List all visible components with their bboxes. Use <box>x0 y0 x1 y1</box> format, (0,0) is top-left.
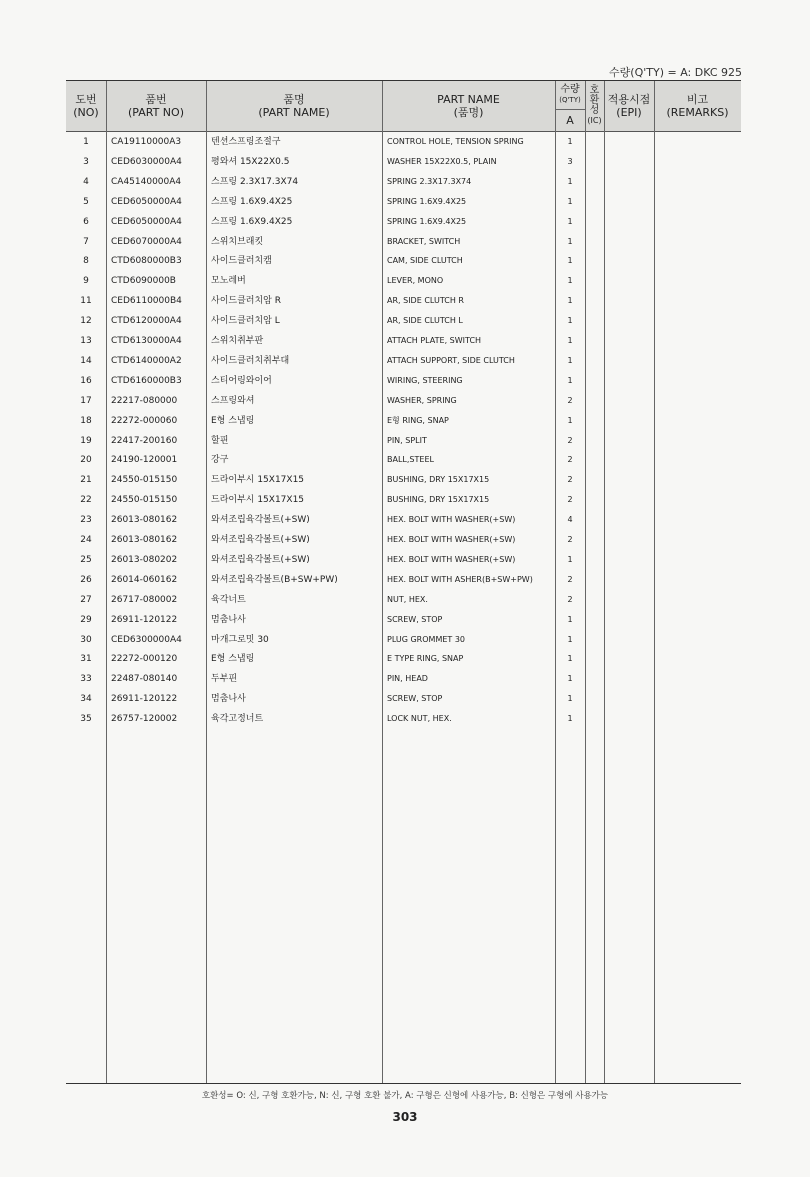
header-part-name: 품명 (PART NAME) <box>258 93 330 119</box>
cell-part-no: CED6050000A4 <box>111 196 182 207</box>
cell-qty: 1 <box>567 415 573 425</box>
table-row <box>66 689 741 709</box>
cell-qty: 2 <box>567 455 573 465</box>
cell-no: 4 <box>83 176 89 187</box>
cell-no: 23 <box>80 515 92 526</box>
cell-name-en: HEX. BOLT WITH WASHER(+SW) <box>387 554 516 564</box>
cell-name-ko: 스위치취부판 <box>211 336 264 346</box>
header-part-no: 품번 (PART NO) <box>128 93 184 119</box>
cell-qty: 2 <box>567 594 573 604</box>
cell-qty: 1 <box>567 714 573 724</box>
cell-part-no: CTD6160000B3 <box>111 375 182 386</box>
cell-qty: 1 <box>567 614 573 624</box>
header-qty-a: A <box>566 113 574 127</box>
cell-part-no: 26013-080162 <box>111 515 178 526</box>
table-row <box>66 590 741 610</box>
cell-no: 7 <box>83 236 89 247</box>
cell-no: 19 <box>80 435 92 446</box>
header-remarks: 비고 (REMARKS) <box>666 93 729 119</box>
table-row <box>66 431 741 451</box>
table-row <box>66 351 741 371</box>
cell-no: 14 <box>80 355 92 366</box>
table-row <box>66 411 741 431</box>
cell-no: 6 <box>83 216 89 227</box>
cell-name-ko: 와셔조립육각볼트(+SW) <box>211 554 310 565</box>
cell-qty: 1 <box>567 375 573 385</box>
cell-qty: 1 <box>567 137 573 146</box>
table-row <box>66 630 741 650</box>
cell-no: 18 <box>80 415 92 426</box>
cell-name-en: LEVER, MONO <box>387 276 444 286</box>
cell-name-en: SPRING 2.3X17.3X74 <box>387 176 472 186</box>
cell-name-en: BRACKET, SWITCH <box>387 236 461 246</box>
cell-part-no: 26014-060162 <box>111 574 178 585</box>
cell-name-ko: 할핀 <box>211 435 229 446</box>
cell-name-ko: 마개그로밋 30 <box>211 634 269 645</box>
cell-part-no: 24550-015150 <box>111 495 178 506</box>
cell-qty: 2 <box>567 395 573 405</box>
cell-part-no: 26717-080002 <box>111 594 178 605</box>
cell-qty: 1 <box>567 355 573 365</box>
cell-name-ko: 스프링와셔 <box>211 395 255 406</box>
cell-no: 22 <box>80 495 92 506</box>
cell-part-no: 26911-120122 <box>111 694 178 705</box>
cell-name-en: ATTACH SUPPORT, SIDE CLUTCH <box>387 355 515 365</box>
table-row <box>66 530 741 550</box>
table-header <box>66 81 741 132</box>
cell-no: 30 <box>80 634 92 645</box>
cell-name-en: ATTACH PLATE, SWITCH <box>387 336 482 345</box>
cell-part-no: CTD6080000B3 <box>111 256 182 267</box>
cell-part-no: CED6070000A4 <box>111 236 182 247</box>
cell-part-no: 22272-000060 <box>111 415 178 426</box>
cell-name-ko: 스위치브래킷 <box>211 236 264 247</box>
table-row <box>66 331 741 351</box>
cell-name-en: AR, SIDE CLUTCH L <box>387 316 463 326</box>
table-row <box>66 510 741 530</box>
cell-no: 35 <box>80 714 92 725</box>
cell-name-en: BALL,STEEL <box>387 455 434 465</box>
cell-name-en: BUSHING, DRY 15X17X15 <box>387 475 490 485</box>
cell-name-ko: 두부핀 <box>211 674 238 685</box>
cell-name-en: NUT, HEX. <box>387 594 428 604</box>
cell-name-en: WASHER 15X22X0.5, PLAIN <box>387 156 497 166</box>
cell-no: 8 <box>83 256 89 267</box>
header-part-name-en: PART NAME (품명) <box>437 93 500 119</box>
table-row <box>66 152 741 172</box>
table-row <box>66 669 741 689</box>
cell-no: 24 <box>80 535 92 545</box>
cell-no: 33 <box>80 674 92 685</box>
cell-name-ko: 평와셔 15X22X0.5 <box>211 156 290 167</box>
cell-part-no: 26757-120002 <box>111 714 178 725</box>
cell-no: 34 <box>80 694 92 705</box>
table-row <box>66 610 741 630</box>
cell-qty: 1 <box>567 276 573 286</box>
cell-qty: 2 <box>567 574 573 584</box>
cell-qty: 1 <box>567 674 573 684</box>
cell-no: 25 <box>80 554 92 565</box>
cell-no: 31 <box>80 654 92 665</box>
table-row <box>66 391 741 411</box>
cell-name-en: SCREW, STOP <box>387 694 443 704</box>
cell-name-ko: 육각고정너트 <box>211 714 264 725</box>
cell-name-ko: 스티어링와이어 <box>211 375 272 386</box>
cell-qty: 2 <box>567 435 573 445</box>
cell-name-ko: 스프링 1.6X9.4X25 <box>211 196 293 207</box>
cell-part-no: 24550-015150 <box>111 475 178 486</box>
cell-no: 11 <box>80 296 92 307</box>
cell-name-ko: 육각너트 <box>211 594 246 605</box>
table-row <box>66 649 741 669</box>
cell-part-no: CTD6130000A4 <box>111 336 182 346</box>
cell-name-en: CONTROL HOLE, TENSION SPRING <box>387 137 524 146</box>
table-row <box>66 192 741 212</box>
table-row <box>66 271 741 291</box>
cell-part-no: 22487-080140 <box>111 674 178 685</box>
table-row <box>66 172 741 192</box>
cell-qty: 1 <box>567 316 573 326</box>
cell-name-ko: 와셔조립육각볼트(+SW) <box>211 515 310 526</box>
cell-qty: 1 <box>567 634 573 644</box>
cell-name-ko: 드라이부시 15X17X15 <box>211 495 305 506</box>
cell-part-no: 26013-080202 <box>111 554 178 565</box>
cell-qty: 2 <box>567 535 573 544</box>
cell-name-ko: 사이드클러치취부대 <box>211 355 290 366</box>
cell-name-ko: 텐션스프링조절구 <box>211 137 281 147</box>
cell-part-no: CTD6140000A2 <box>111 355 182 366</box>
cell-name-ko: 사이드클러치캠 <box>211 256 272 267</box>
cell-qty: 4 <box>567 515 573 525</box>
cell-part-no: CED6300000A4 <box>111 634 182 645</box>
cell-name-ko: E형 스냅링 <box>211 415 255 426</box>
header-epi: 적용시점 (EPI) <box>607 93 651 119</box>
table-row <box>66 550 741 570</box>
cell-part-no: CA45140000A4 <box>111 176 182 187</box>
table-row <box>66 291 741 311</box>
cell-name-en: E형 RING, SNAP <box>387 415 449 425</box>
cell-part-no: 26013-080162 <box>111 535 178 545</box>
cell-qty: 1 <box>567 176 573 186</box>
cell-name-ko: 강구 <box>211 455 229 466</box>
cell-part-no: 22272-000120 <box>111 654 178 665</box>
cell-name-en: CAM, SIDE CLUTCH <box>387 256 463 266</box>
cell-name-en: LOCK NUT, HEX. <box>387 714 452 724</box>
cell-qty: 1 <box>567 216 573 226</box>
cell-part-no: CED6110000B4 <box>111 296 182 307</box>
cell-name-en: SPRING 1.6X9.4X25 <box>387 196 467 206</box>
table-row <box>66 490 741 510</box>
cell-qty: 1 <box>567 554 573 564</box>
cell-name-en: E TYPE RING, SNAP <box>387 654 464 664</box>
table-row <box>66 570 741 590</box>
cell-name-ko: 멈춤나사 <box>211 614 246 625</box>
table-row <box>66 709 741 729</box>
table-row <box>66 470 741 490</box>
cell-qty: 2 <box>567 495 573 505</box>
header-qty: 수량 (Q'TY) <box>559 84 581 104</box>
parts-table <box>66 80 741 1084</box>
table-row <box>66 212 741 232</box>
compatibility-footnote: 호환성= O: 신, 구형 호환가능, N: 신, 구형 호환 불가, A: 구형은 신형에 사용가능, B: 신형은 구형에 사용가능 <box>201 1091 609 1101</box>
cell-no: 9 <box>83 276 89 287</box>
cell-name-en: HEX. BOLT WITH ASHER(B+SW+PW) <box>387 574 533 584</box>
header-ic: 호 환 성 (IC) <box>587 85 602 125</box>
cell-no: 29 <box>80 614 92 625</box>
cell-name-ko: 와셔조립육각볼트(B+SW+PW) <box>211 574 338 585</box>
cell-no: 5 <box>83 196 89 207</box>
cell-name-en: WASHER, SPRING <box>387 395 457 405</box>
table-row <box>66 371 741 391</box>
cell-name-en: PLUG GROMMET 30 <box>387 634 466 644</box>
cell-qty: 1 <box>567 236 573 246</box>
cell-name-ko: 사이드클러치암 R <box>211 296 281 307</box>
cell-name-en: PIN, SPLIT <box>387 435 427 445</box>
cell-part-no: CTD6120000A4 <box>111 316 182 327</box>
qty-note: 수량(Q'TY) = A: DKC 925 <box>609 66 742 79</box>
table-row <box>66 232 741 252</box>
cell-name-ko: E형 스냅링 <box>211 654 255 665</box>
cell-qty: 1 <box>567 256 573 266</box>
table-row <box>66 132 741 152</box>
cell-name-en: SCREW, STOP <box>387 614 443 624</box>
cell-name-ko: 와셔조립육각볼트(+SW) <box>211 535 310 545</box>
cell-part-no: 24190-120001 <box>111 455 178 466</box>
cell-name-en: BUSHING, DRY 15X17X15 <box>387 495 490 505</box>
cell-name-ko: 드라이부시 15X17X15 <box>211 475 305 486</box>
cell-no: 17 <box>80 395 92 406</box>
cell-qty: 1 <box>567 296 573 306</box>
cell-name-ko: 스프링 1.6X9.4X25 <box>211 216 293 227</box>
cell-part-no: 22417-200160 <box>111 435 178 446</box>
table-row <box>66 311 741 331</box>
cell-qty: 1 <box>567 196 573 206</box>
cell-no: 26 <box>80 574 92 585</box>
cell-name-ko: 모노레버 <box>211 276 246 287</box>
cell-qty: 1 <box>567 654 573 664</box>
header-no: 도번 (NO) <box>73 93 99 119</box>
cell-qty: 1 <box>567 336 573 345</box>
cell-name-ko: 멈춤나사 <box>211 694 246 705</box>
cell-no: 3 <box>83 156 89 167</box>
cell-name-en: WIRING, STEERING <box>387 375 463 385</box>
cell-name-en: SPRING 1.6X9.4X25 <box>387 216 467 226</box>
table-row <box>66 251 741 271</box>
cell-no: 13 <box>80 336 92 346</box>
cell-qty: 2 <box>567 475 573 485</box>
cell-no: 20 <box>80 455 92 466</box>
cell-no: 21 <box>80 475 92 486</box>
cell-no: 1 <box>83 137 89 147</box>
page-number: 303 <box>392 1110 418 1124</box>
cell-name-en: HEX. BOLT WITH WASHER(+SW) <box>387 535 516 544</box>
cell-part-no: 26911-120122 <box>111 614 178 625</box>
cell-no: 12 <box>80 316 92 327</box>
cell-part-no: CED6030000A4 <box>111 156 182 167</box>
cell-part-no: CTD6090000B <box>111 276 176 287</box>
cell-part-no: CA19110000A3 <box>111 137 182 147</box>
cell-part-no: CED6050000A4 <box>111 216 182 227</box>
table-row <box>66 450 741 470</box>
cell-no: 16 <box>80 375 92 386</box>
cell-name-en: PIN, HEAD <box>387 674 428 684</box>
cell-part-no: 22217-080000 <box>111 395 178 406</box>
cell-qty: 1 <box>567 694 573 704</box>
cell-qty: 3 <box>567 156 573 166</box>
cell-no: 27 <box>80 594 92 605</box>
cell-name-ko: 스프링 2.3X17.3X74 <box>211 176 299 187</box>
cell-name-en: HEX. BOLT WITH WASHER(+SW) <box>387 515 516 525</box>
cell-name-en: AR, SIDE CLUTCH R <box>387 296 464 306</box>
cell-name-ko: 사이드클러치암 L <box>211 316 280 327</box>
